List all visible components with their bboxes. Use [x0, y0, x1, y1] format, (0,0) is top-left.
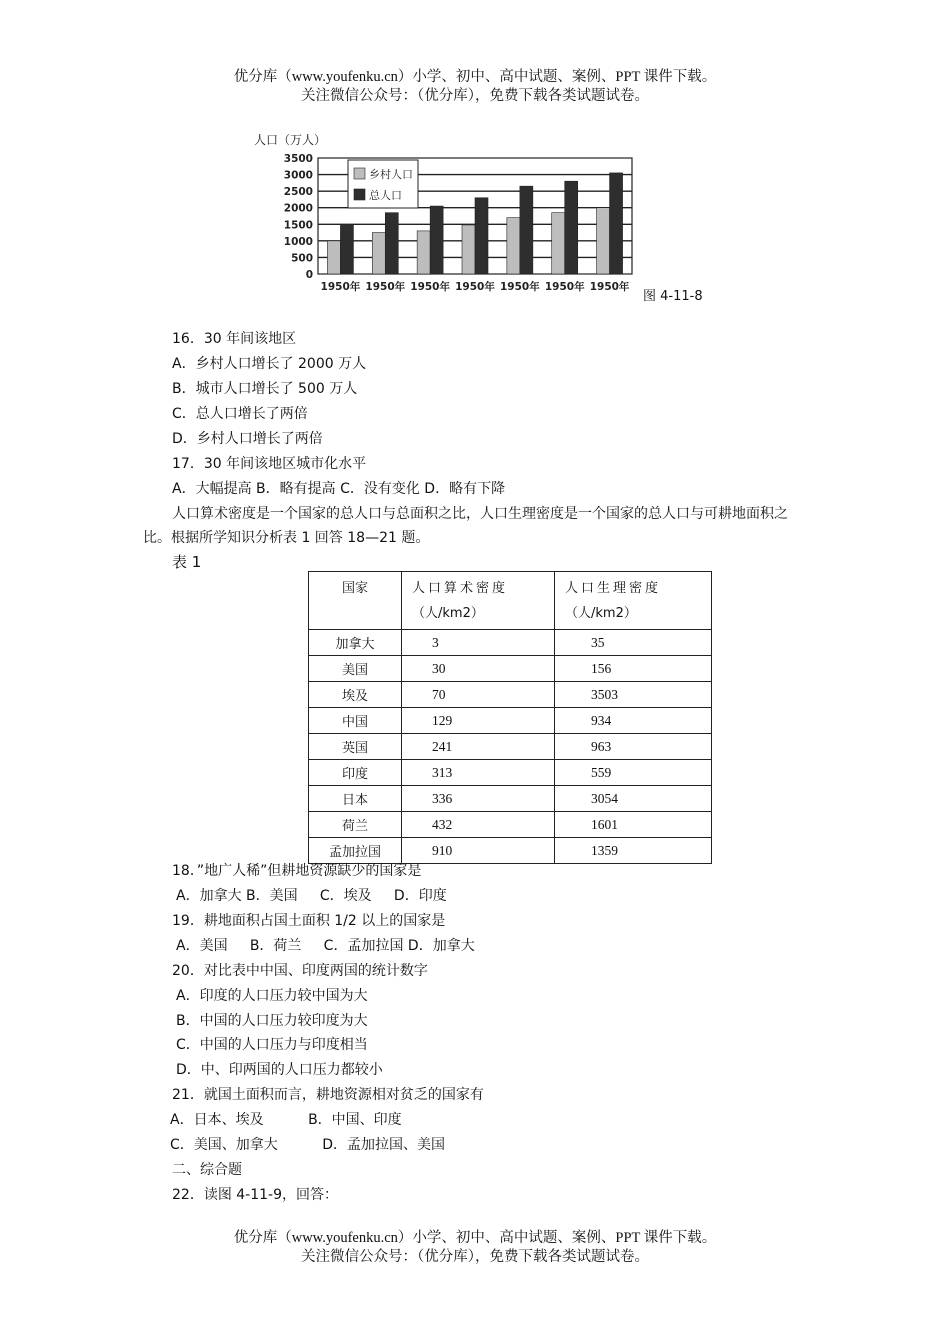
chart-x-tick-label: 1950年: [544, 281, 585, 293]
q18-options: A．加拿大 B．美国 C．埃及 D．印度: [176, 888, 447, 904]
legend-swatch-rural: [354, 168, 365, 179]
chart-bar-rural: [462, 225, 475, 274]
chart-x-tick-label: 1950年: [589, 281, 630, 293]
cell-phys: 1601: [555, 812, 712, 838]
header-phys-unit: （人/km2）: [565, 606, 637, 621]
chart-bar-total: [430, 206, 443, 274]
legend-label-total: 总人口: [369, 189, 402, 202]
q21-options-ab: A．日本、埃及 B．中国、印度: [170, 1112, 402, 1128]
cell-country: 中国: [309, 708, 402, 734]
table-row: [309, 656, 712, 682]
chart-y-tick-label: 2000: [283, 202, 313, 215]
intro-line-2: 比。根据所学知识分析表 1 回答 18—21 题。: [143, 530, 430, 546]
chart-y-tick-label: 2500: [283, 186, 313, 199]
cell-arith: 241: [402, 734, 555, 760]
chart-bar-rural: [417, 231, 430, 274]
cell-country: 英国: [309, 734, 402, 760]
table-row: [309, 760, 712, 786]
q21-stem: 21．就国土面积而言，耕地资源相对贫乏的国家有: [172, 1087, 484, 1103]
header-physiological-density: [555, 572, 712, 630]
cell-arith: 3: [402, 630, 555, 656]
cell-country: 印度: [309, 760, 402, 786]
header-country: [309, 572, 402, 630]
chart-y-tick-label: 500: [291, 252, 313, 265]
cell-phys: 963: [555, 734, 712, 760]
chart-bar-total: [520, 186, 533, 274]
header-arithmetic-density: [402, 572, 555, 630]
page-footer: [0, 1229, 950, 1267]
chart-x-tick-label: 1950年: [365, 281, 406, 293]
population-bar-chart: [250, 128, 710, 308]
chart-y-axis-label: 人口（万人）: [254, 133, 327, 147]
q16-option-b: B．城市人口增长了 500 万人: [172, 381, 358, 397]
q18-stem: 18．”地广人稀”但耕地资源缺少的国家是: [172, 863, 422, 879]
chart-bar-total: [565, 181, 578, 274]
header-arith-unit: （人/km2）: [412, 606, 484, 621]
chart-y-tick-label: 0: [305, 269, 313, 281]
table-row: [309, 812, 712, 838]
header-line-2: 关注微信公众号：（优分库），免费下载各类试题试卷。: [301, 88, 649, 104]
q17-options: A．大幅提高 B．略有提高 C．没有变化 D．略有下降: [172, 481, 506, 497]
q20-option-a: A．印度的人口压力较中国为大: [176, 988, 368, 1004]
table-row: [309, 708, 712, 734]
density-table: [308, 571, 712, 864]
cell-phys: 1359: [555, 838, 712, 864]
chart-y-tick-label: 1000: [283, 235, 313, 248]
chart-bar-rural: [372, 233, 385, 274]
intro-line-1: 人口算术密度是一个国家的总人口与总面积之比，人口生理密度是一个国家的总人口与可耕地面积之: [172, 506, 788, 522]
footer-line-1: 优分库（www.youfenku.cn）小学、初中、高中试题、案例、PPT 课件下载。: [233, 1230, 717, 1246]
chart-bar-total: [385, 213, 398, 274]
cell-country: 孟加拉国: [309, 838, 402, 864]
chart-legend: [348, 160, 418, 208]
q17-stem: 17．30 年间该地区城市化水平: [172, 456, 367, 472]
header-country-text: 国家: [341, 581, 368, 596]
header-arith-text: 人口算术密度: [412, 581, 509, 596]
chart-x-ticks: [321, 280, 630, 293]
cell-phys: 156: [555, 656, 712, 682]
cell-phys: 35: [555, 630, 712, 656]
page-header: [0, 68, 950, 106]
chart-caption: 图 4-11-8: [643, 289, 703, 304]
cell-country: 加拿大: [309, 630, 402, 656]
q20-stem: 20．对比表中中国、印度两国的统计数字: [172, 963, 428, 979]
header-line-1: 优分库（www.youfenku.cn）小学、初中、高中试题、案例、PPT 课件下载。: [233, 69, 717, 85]
q19-options: A．美国 B．荷兰 C．孟加拉国 D．加拿大: [176, 938, 475, 954]
q20-option-b: B．中国的人口压力较印度为大: [176, 1013, 368, 1029]
cell-phys: 934: [555, 708, 712, 734]
chart-bar-rural: [597, 208, 610, 274]
table-row: [309, 682, 712, 708]
cell-phys: 559: [555, 760, 712, 786]
chart-bar-rural: [327, 241, 340, 274]
q16-option-a: A．乡村人口增长了 2000 万人: [172, 356, 367, 372]
table-label: 表 1: [172, 553, 202, 571]
q19-stem: 19．耕地面积占国土面积 1/2 以上的国家是: [172, 913, 446, 929]
table-row: [309, 734, 712, 760]
section-2-title: 二、综合题: [172, 1162, 242, 1178]
q21-options-cd: C．美国、加拿大 D．孟加拉国、美国: [170, 1137, 446, 1153]
chart-bar-rural: [552, 213, 565, 274]
chart-y-ticks: [284, 153, 313, 281]
cell-arith: 30: [402, 656, 555, 682]
chart-y-tick-label: 1500: [283, 219, 313, 232]
chart-bar-total: [610, 173, 623, 274]
cell-arith: 313: [402, 760, 555, 786]
cell-arith: 336: [402, 786, 555, 812]
cell-arith: 432: [402, 812, 555, 838]
table-row: [309, 786, 712, 812]
cell-country: 埃及: [309, 682, 402, 708]
q16-option-d: D．乡村人口增长了两倍: [172, 431, 323, 447]
q16-stem: 16．30 年间该地区: [172, 331, 297, 347]
cell-phys: 3054: [555, 786, 712, 812]
cell-country: 荷兰: [309, 812, 402, 838]
table-row: [309, 630, 712, 656]
cell-country: 美国: [309, 656, 402, 682]
cell-phys: 3503: [555, 682, 712, 708]
cell-arith: 910: [402, 838, 555, 864]
table-header-row: [309, 572, 712, 630]
cell-arith: 70: [402, 682, 555, 708]
chart-x-tick-label: 1950年: [499, 281, 540, 293]
legend-swatch-total: [354, 189, 365, 200]
header-phys-text: 人口生理密度: [565, 581, 662, 596]
q22-stem: 22．读图 4-11-9，回答：: [172, 1187, 338, 1203]
chart-x-tick-label: 1950年: [410, 281, 451, 293]
chart-y-tick-label: 3500: [283, 153, 313, 165]
legend-label-rural: 乡村人口: [369, 168, 413, 181]
cell-arith: 129: [402, 708, 555, 734]
q20-option-c: C．中国的人口压力与印度相当: [176, 1037, 368, 1053]
chart-x-tick-label: 1950年: [455, 281, 495, 293]
q16-option-c: C．总人口增长了两倍: [172, 406, 308, 422]
chart-bar-total: [340, 224, 353, 274]
chart-bar-rural: [507, 218, 520, 274]
chart-bar-total: [475, 198, 488, 274]
footer-line-2: 关注微信公众号：（优分库），免费下载各类试题试卷。: [301, 1249, 649, 1265]
q20-option-d: D．中、印两国的人口压力都较小: [176, 1062, 383, 1078]
cell-country: 日本: [309, 786, 402, 812]
chart-y-tick-label: 3000: [283, 169, 313, 182]
chart-x-tick-label: 1950年: [320, 281, 361, 293]
